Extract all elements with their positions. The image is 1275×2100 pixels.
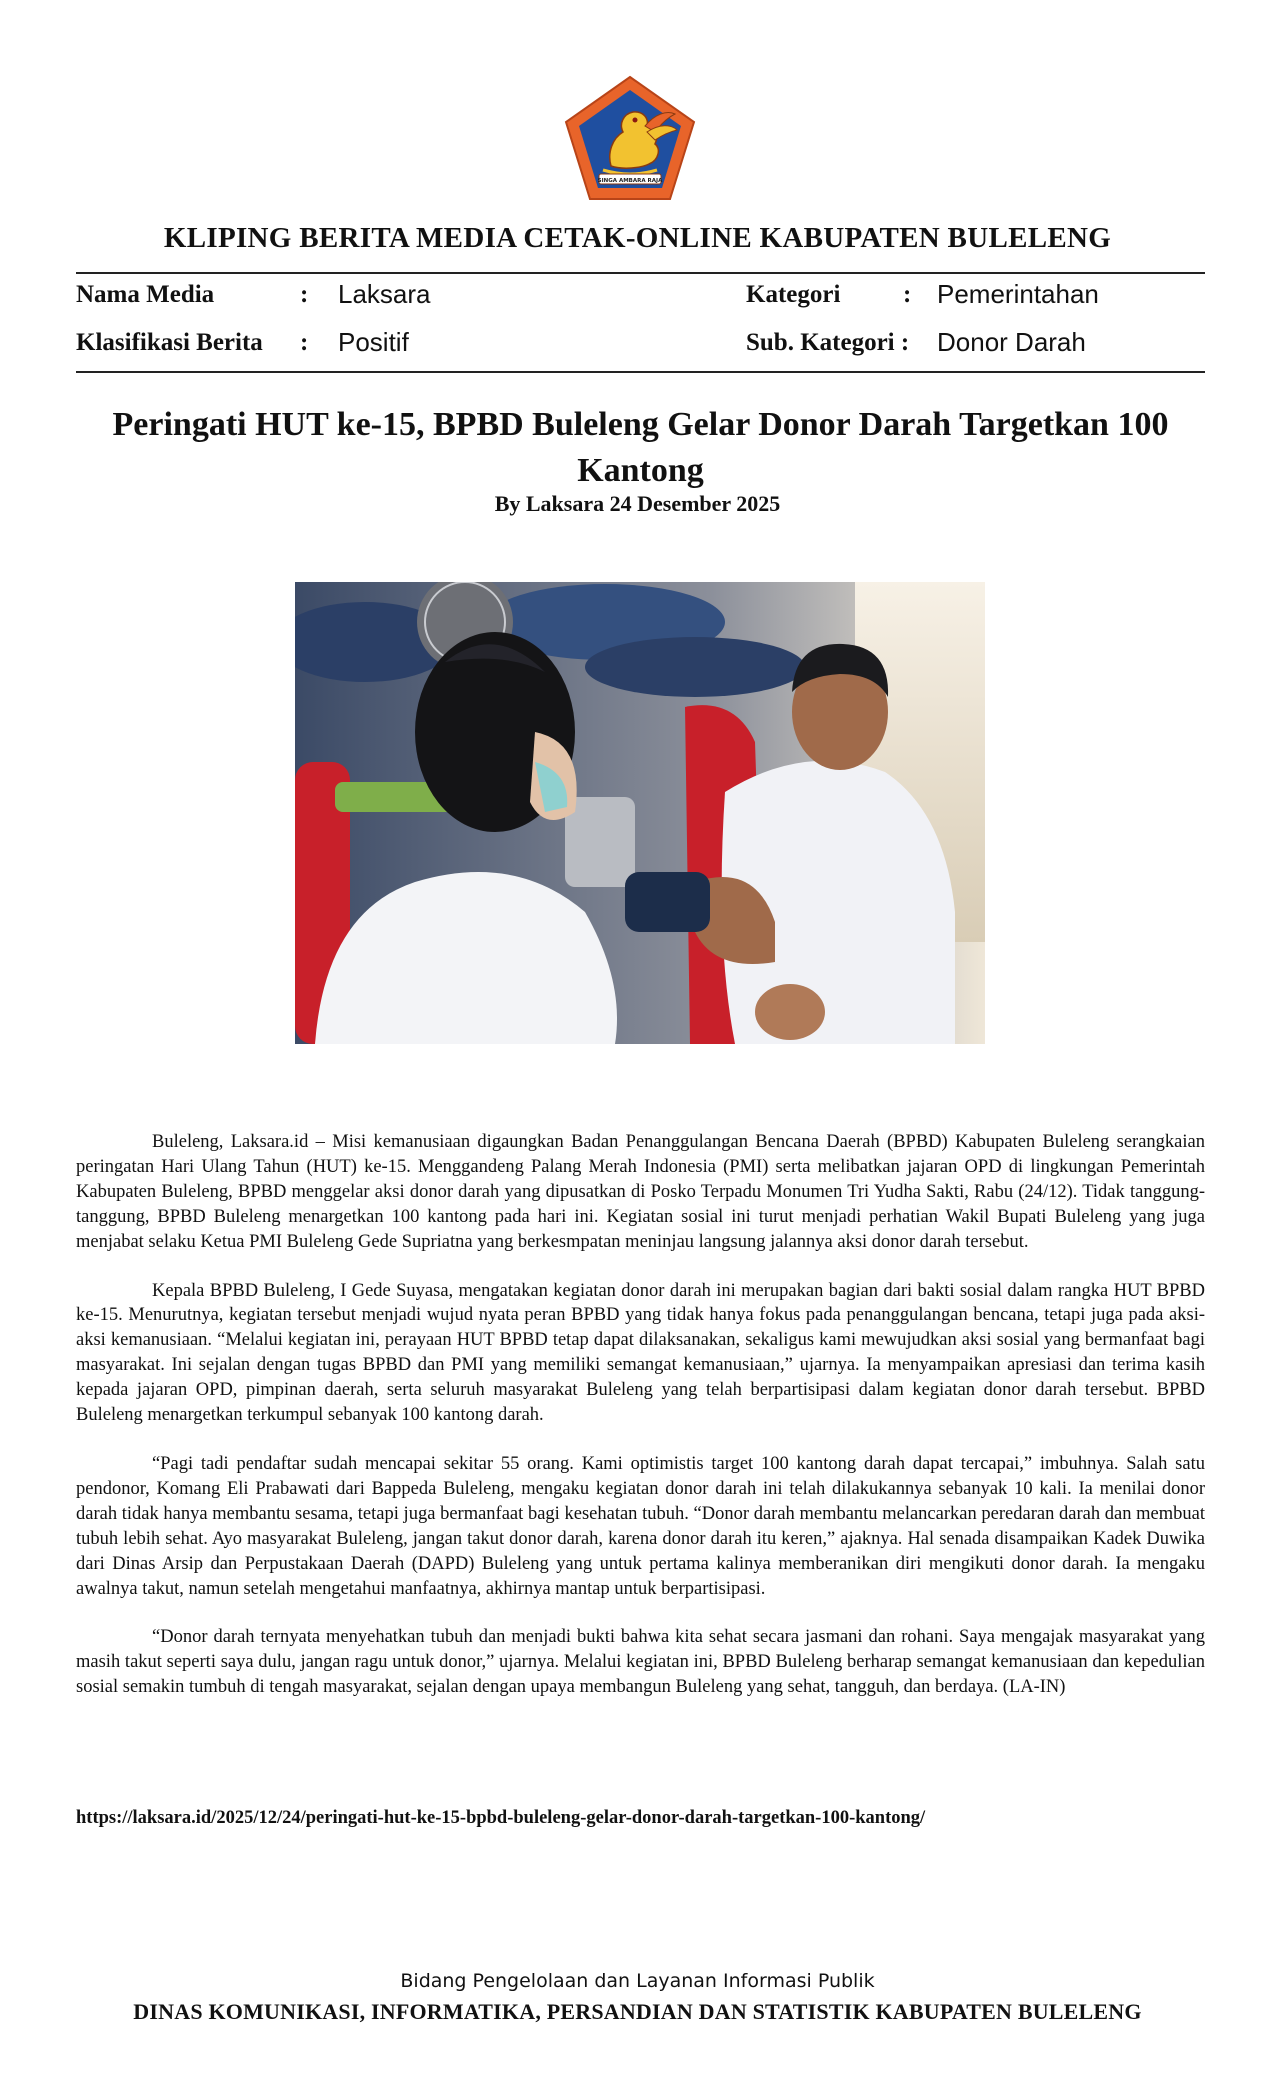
- sub-category-label: Sub. Kategori :: [746, 329, 910, 356]
- category-value: Pemerintahan: [937, 279, 1099, 309]
- media-name-value: Laksara: [338, 279, 431, 309]
- header-top-rule: [76, 272, 1205, 274]
- category-colon: :: [903, 281, 912, 308]
- classification-value: Positif: [338, 327, 409, 357]
- footer-division: Bidang Pengelolaan dan Layanan Informasi Publik: [400, 1970, 875, 1992]
- classification-colon: :: [300, 329, 309, 356]
- classification-label: Klasifikasi Berita: [76, 329, 263, 356]
- sub-category-value: Donor Darah: [937, 327, 1086, 357]
- buleleng-crest-logo: [563, 74, 697, 202]
- logo-motto-text: SINGA AMBARA RAJA: [597, 178, 663, 184]
- article-photo: [295, 582, 985, 1044]
- header-bottom-rule: [76, 371, 1205, 373]
- media-name-label: Nama Media: [76, 281, 215, 308]
- article-paragraph: “Donor darah ternyata menyehatkan tubuh dan menjadi bukti bahwa kita sehat secara jasmani dan rohani. Saya mengajak masyarakat yang masih takut seperti saya dulu, jangan ragu untuk donor,” ujarnya. Melalui kegiatan ini, BPBD Buleleng berharap semangat kemanusiaan dan kepedulian sosial semakin tumbuh di tengah masyarakat, sejalan dengan upaya membangun Buleleng yang sehat, tangguh, dan berdaya. (LA-IN): [76, 1627, 1205, 1698]
- article-headline: Peringati HUT ke-15, BPBD Buleleng Gelar Donor Darah Targetkan 100 Kantong: [112, 406, 1169, 489]
- article-paragraph: Buleleng, Laksara.id – Misi kemanusiaan digaungkan Badan Penanggulangan Bencana Daerah (BPBD) Kabupaten Buleleng serangkaian peringatan Hari Ulang Tahun (HUT) ke-15. Menggandeng Palang Merah Indonesia (PMI) serta melibatkan jajaran OPD di lingkungan Pemerintah Kabupaten Buleleng, BPBD menggelar aksi donor darah yang dipusatkan di Posko Terpadu Monumen Tri Yudha Sakti, Rabu (24/12). Tidak tanggung-tanggung, BPBD Buleleng menargetkan 100 kantong pada hari ini. Kegiatan sosial ini turut menjadi perhatian Wakil Bupati Buleleng yang juga menjabat selaku Ketua PMI Buleleng Gede Supriatna yang berkesmpatan meninjau langsung jalannya aksi donor darah tersebut.: [76, 1132, 1205, 1252]
- media-name-colon: :: [300, 281, 309, 308]
- clipping-header-title: KLIPING BERITA MEDIA CETAK-ONLINE KABUPATEN BULELENG: [163, 222, 1112, 254]
- footer-agency: DINAS KOMUNIKASI, INFORMATIKA, PERSANDIAN DAN STATISTIK KABUPATEN BULELENG: [133, 1999, 1142, 2024]
- article-paragraph: Kepala BPBD Buleleng, I Gede Suyasa, mengatakan kegiatan donor darah ini merupakan bagian dari bakti sosial dalam rangka HUT BPBD ke-15. Menurutnya, kegiatan tersebut menjadi wujud nyata peran BPBD yang tidak hanya fokus pada penanggulangan bencana, tetapi juga pada aksi-aksi kemanusiaan. “Melalui kegiatan ini, perayaan HUT BPBD tetap dapat dilaksanakan, sekaligus kami mewujudkan aksi sosial yang bermanfaat bagi masyarakat. Ini sejalan dengan tugas BPBD dan PMI yang memiliki semangat kemanusiaan,” ujarnya. Ia menyampaikan apresiasi dan terima kasih kepada jajaran OPD, pimpinan daerah, serta seluruh masyarakat Buleleng yang telah berpartisipasi dalam kegiatan donor darah tersebut. BPBD Buleleng menargetkan terkumpul sebanyak 100 kantong darah.: [76, 1280, 1205, 1426]
- article-body: [76, 1130, 1205, 1724]
- article-paragraph: “Pagi tadi pendaftar sudah mencapai sekitar 55 orang. Kami optimistis target 100 kantong darah dapat tercapai,” imbuhnya. Salah satu pendonor, Komang Eli Prabawati dari Bappeda Buleleng, mengaku kegiatan donor darah ini telah dilakukannya sebanyak 10 kali. Ia menilai donor darah tidak hanya membantu sesama, tetapi juga bermanfaat bagi kesehatan tubuh. “Donor darah membantu melancarkan peredaran darah dan membuat tubuh lebih sehat. Ayo masyarakat Buleleng, jangan takut donor darah, karena donor darah itu keren,” ajaknya. Hal senada disampaikan Kadek Duwika dari Dinas Arsip dan Perpustakaan Daerah (DAPD) Buleleng yang untuk pertama kalinya memberanikan diri mengikuti donor darah. Ia mengaku awalnya takut, namun setelah mengetahui manfaatnya, akhirnya mantap untuk berpartisipasi.: [76, 1453, 1205, 1599]
- category-label: Kategori: [746, 281, 841, 308]
- source-url-link[interactable]: https://laksara.id/2025/12/24/peringati-hut-ke-15-bpbd-buleleng-gelar-donor-darah-targetkan-100-kantong/: [76, 1808, 926, 1828]
- article-byline: By Laksara 24 Desember 2025: [494, 491, 781, 516]
